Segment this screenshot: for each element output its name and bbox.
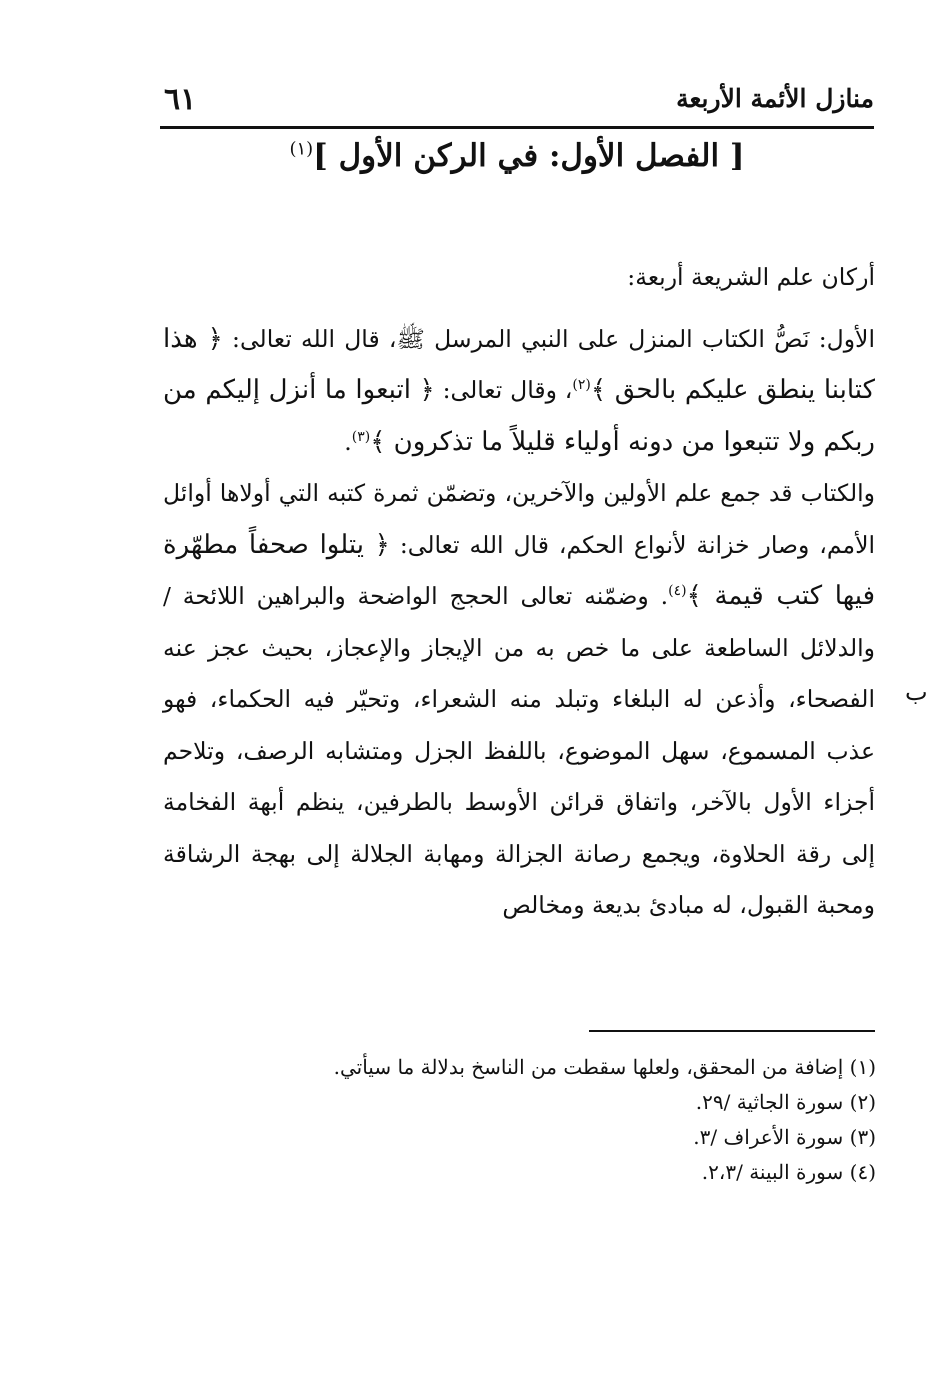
footnote-ref-3: (٣): [351, 428, 371, 445]
footnote-ref-1: (١): [289, 138, 314, 160]
paragraph-1-mid: ، وقال تعالى:: [442, 376, 573, 404]
footnote-3: (٣) سورة الأعراف /٣.: [693, 1125, 876, 1149]
footnote-separator: [589, 1030, 875, 1032]
footnote-1: (١) إضافة من المحقق، ولعلها سقطت من الناسخ بدلالة ما سيأتي.: [333, 1055, 876, 1079]
footnote-4: (٤) سورة البينة /٢،٣.: [701, 1160, 876, 1184]
running-title: منازل الأئمة الأربعة: [676, 84, 874, 113]
paragraph-1-lead: الأول: نَصُّ الكتاب المنزل على النبي المرسل ﷺ، قال الله تعالى:: [232, 324, 875, 353]
body-text: [163, 252, 875, 932]
paragraph-2-lead: والكتاب قد جمع علم الأولين والآخرين، وتضمّن ثمرة كتبه التي أولاها أوائل الأمم، وصار خزانة لأنواع الحكم، قال الله تعالى:: [163, 479, 875, 559]
paragraph-2-rest: . وضمّنه تعالى الحجج الواضحة والبراهين اللائحة / والدلائل الساطعة على ما خص به من الإيجاز والإعجاز، بحيث عجز عنه الفصحاء، وأذعن له البلغاء وتبلد منه الشعراء، وتحيّر فيه الحكماء، فهو عذب المسموع، سهل الموضوع، باللفظ الجزل ومتشابه الرصف، وتلاحم أجزاء الأول بالآخر، واتفاق قرائن الأوسط بالطرفين، ينظم أبهة الفخامة إلى رقة الحلاوة، ويجمع رصانة الجزالة ومهابة الجلالة إلى بهجة الرشاقة ومحبة القبول، له مبادئ بديعة ومخالص: [163, 582, 875, 919]
footnote-ref-4: (٤): [668, 583, 687, 600]
header-rule: [160, 126, 874, 129]
chapter-title: [160, 138, 874, 174]
paragraph-2: [163, 468, 875, 932]
footnote-ref-2: (٢): [572, 377, 591, 394]
paragraph-1: [163, 314, 875, 469]
footnote-2: (٢) سورة الجاثية /٢٩.: [695, 1090, 876, 1114]
intro-line: أركان علم الشريعة أربعة:: [627, 263, 875, 291]
chapter-title-text: [ الفصل الأول: في الركن الأول ]: [313, 138, 745, 174]
margin-folio-mark: ب: [905, 678, 928, 706]
quran-verse-2: ﴿ اتبعوا ما أنزل إليكم من ربكم ولا تتبعوا من دونه أولياء قليلاً ما تذكرون ﴾: [163, 375, 875, 457]
page-header: [160, 78, 874, 124]
footnotes: [160, 1050, 876, 1190]
page-number: ٦١: [164, 82, 197, 117]
quran-verse-1: ﴿ هذا كتابنا ينطق عليكم بالحق ﴾: [163, 323, 875, 405]
paragraph-1-end: .: [344, 427, 352, 456]
quran-verse-3: ﴿ يتلوا صحفاً مطهّرة فيها كتب قيمة ﴾: [163, 529, 875, 611]
